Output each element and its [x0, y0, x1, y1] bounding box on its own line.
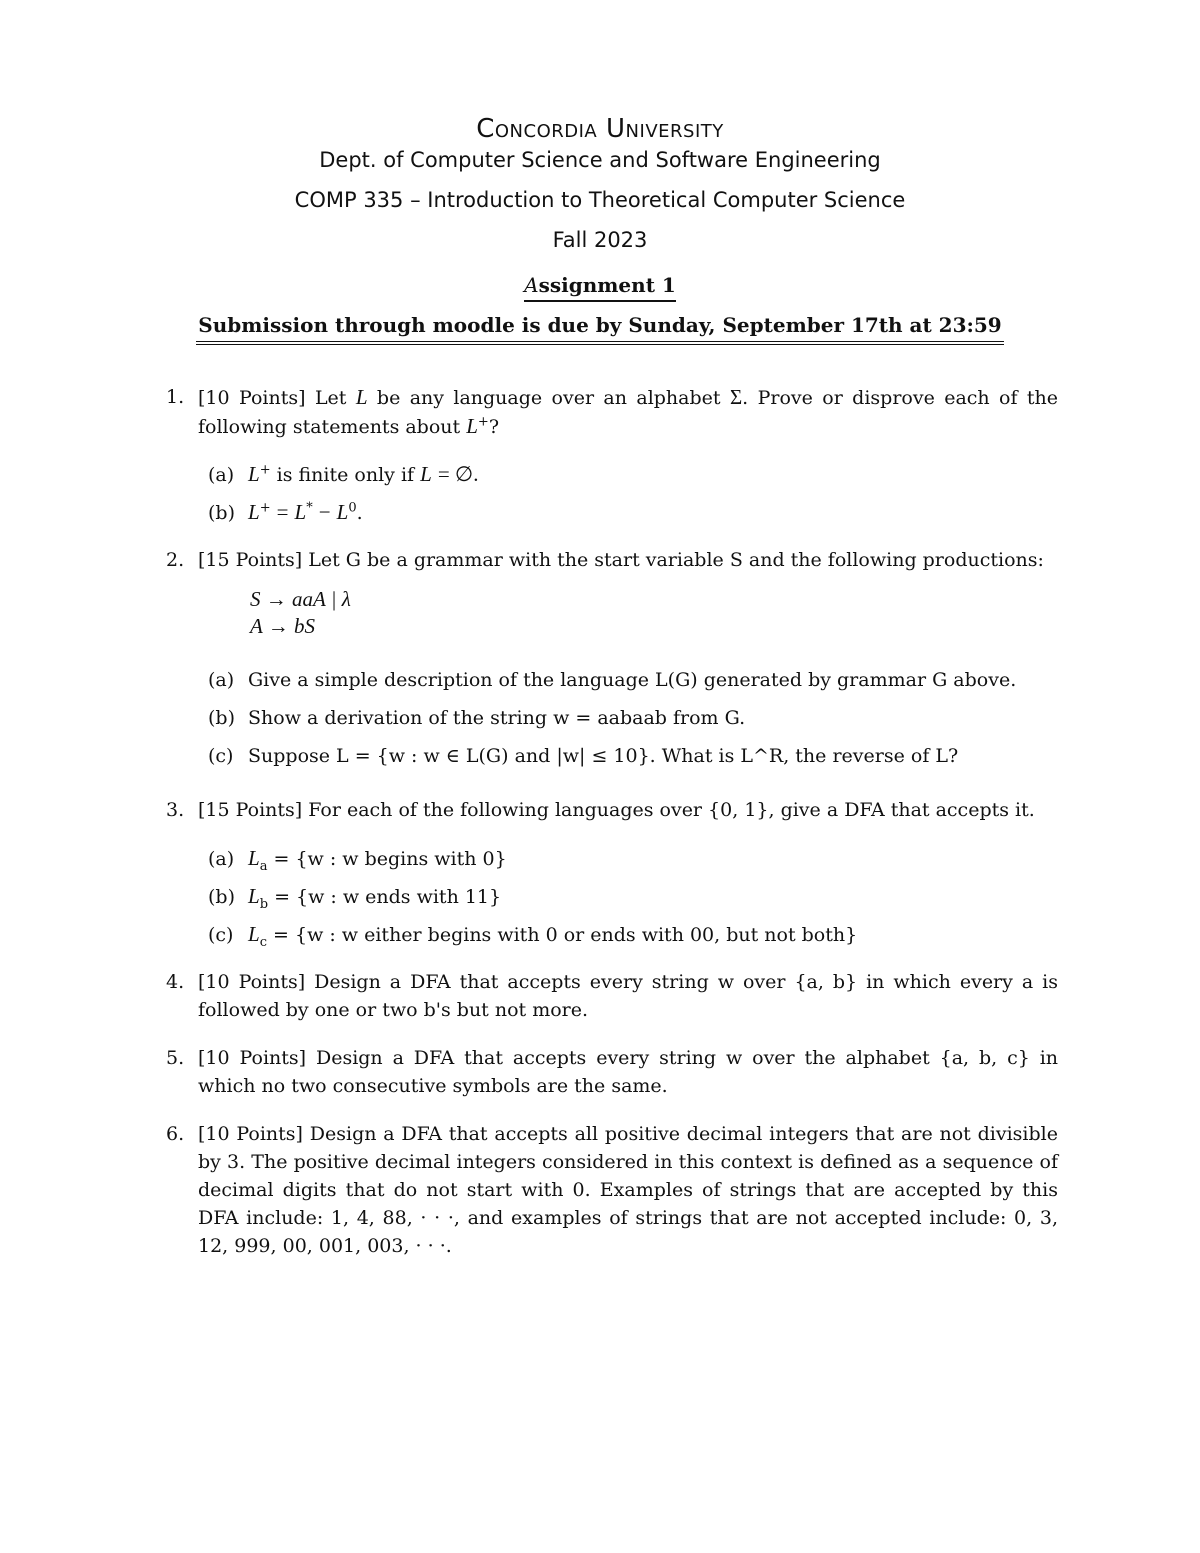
assignment-rest: ssignment 1 — [538, 273, 676, 297]
part-text: = {w : w ends with 11} — [274, 886, 502, 908]
production-1: S → aaA | λ — [250, 587, 351, 611]
question-number: 2. — [166, 549, 185, 571]
part-text: Suppose L = {w : w ∈ L(G) and |w| ≤ 10}. What is L^R, the reverse of L? — [248, 745, 959, 767]
question-points: [15 Points] — [198, 799, 303, 821]
assignment-title — [524, 273, 676, 302]
q2-intro: Let G be a grammar with the start variable S and the following productions: — [308, 549, 1044, 571]
q4-text: Design a DFA that accepts every string w over {a, b} in which every a is followed by one or two b's but not more. — [198, 971, 1058, 1021]
q1-text: . Prove or disprove each of the following statements about — [198, 387, 1058, 438]
question-points: [10 Points] — [198, 387, 306, 409]
q1-part-a: (a) L+ is finite only if L = ∅. — [208, 460, 478, 489]
q1-text: Let — [314, 387, 347, 409]
q2-part-c — [208, 742, 958, 770]
q5-text: Design a DFA that accepts every string w over the alphabet {a, b, c} in which no two consecutive symbols are the same. — [198, 1047, 1059, 1097]
part-label: (b) — [208, 886, 235, 908]
part-label: (b) — [208, 707, 235, 729]
part-label: (a) — [208, 464, 235, 486]
due-date: Submission through moodle is due by Sunday, September 17th at 23:59 — [196, 313, 1003, 345]
department-name: Dept. of Computer Science and Software Engineering — [319, 148, 881, 172]
part-label: (b) — [208, 502, 235, 524]
question-number: 6. — [166, 1123, 185, 1145]
part-text: is finite only if — [276, 464, 415, 486]
assignment-initial: A — [524, 273, 539, 297]
question-points: [10 Points] — [198, 971, 306, 993]
question-points: [15 Points] — [198, 549, 303, 571]
question-number: 1. — [166, 386, 185, 408]
question-4 — [166, 968, 1058, 1024]
part-label: (a) — [208, 669, 235, 691]
uni-initial-2: U — [606, 114, 626, 144]
question-1: 1. [10 Points] Let L be any language over an alphabet Σ. Prove or disprove each of the following statements about L+? — [166, 385, 1058, 438]
q1-part-b: (b) $L^+ = L^* - L^0$. — [208, 498, 363, 527]
assignment-title-wrap — [0, 273, 1200, 302]
question-6 — [166, 1120, 1058, 1260]
q6-text: Design a DFA that accepts all positive decimal integers that are not divisible by 3. The positive decimal integers considered in this context is defined as a sequence of decimal digits that do not start with 0. Examples of strings that are accepted by this DFA include: 1, 4, 88, · · ·, and examples of strings that are not accepted include: 0, 3, 12, 999, 00, 001, 003, · · ·. — [198, 1123, 1058, 1257]
part-label: (c) — [208, 924, 234, 946]
question-points: [10 Points] — [198, 1123, 303, 1145]
q3-part-c: (c) $L_c = \{w$ : w either begins with 0 or ends with 00, but not both} — [208, 922, 858, 950]
part-text: Give a simple description of the language L(G) generated by grammar G above. — [248, 669, 1017, 691]
q3-part-a: (a) $L_a = \{w$ : w begins with 0} — [208, 846, 507, 874]
university-name — [0, 114, 1200, 144]
q1-sigma: Σ — [729, 385, 743, 409]
uni-rest-2: niversity — [625, 114, 724, 144]
q3-part-b: (b) $L_b = \{w$ : w ends with 11} — [208, 884, 502, 912]
question-5 — [166, 1044, 1059, 1100]
course-title: COMP 335 – Introduction to Theoretical Computer Science — [294, 188, 906, 212]
part-text: Show a derivation of the string w = aabaab from G. — [248, 707, 746, 729]
part-text: = {w : w either begins with 0 or ends with 00, but not both} — [273, 924, 858, 946]
question-number: 5. — [166, 1047, 185, 1069]
term: Fall 2023 — [552, 228, 648, 252]
q1-text: be any language over an alphabet — [376, 387, 721, 409]
q1-var: L — [355, 385, 368, 409]
question-2 — [166, 546, 1058, 574]
q3-intro: For each of the following languages over {0, 1}, give a DFA that accepts it. — [308, 799, 1035, 821]
part-text: = {w : w begins with 0} — [273, 848, 507, 870]
q1-text: ? — [488, 416, 499, 438]
part-label: (a) — [208, 848, 235, 870]
due-date-wrap — [0, 313, 1200, 345]
question-number: 3. — [166, 799, 185, 821]
uni-rest-1: oncordia — [494, 114, 598, 144]
uni-initial-1: C — [476, 114, 495, 144]
q2-part-b — [208, 704, 745, 732]
question-number: 4. — [166, 971, 185, 993]
question-points: [10 Points] — [198, 1047, 307, 1069]
part-label: (c) — [208, 745, 234, 767]
production-2: A → bS — [250, 614, 315, 638]
question-3 — [166, 796, 1058, 824]
q2-part-a — [208, 666, 1016, 694]
